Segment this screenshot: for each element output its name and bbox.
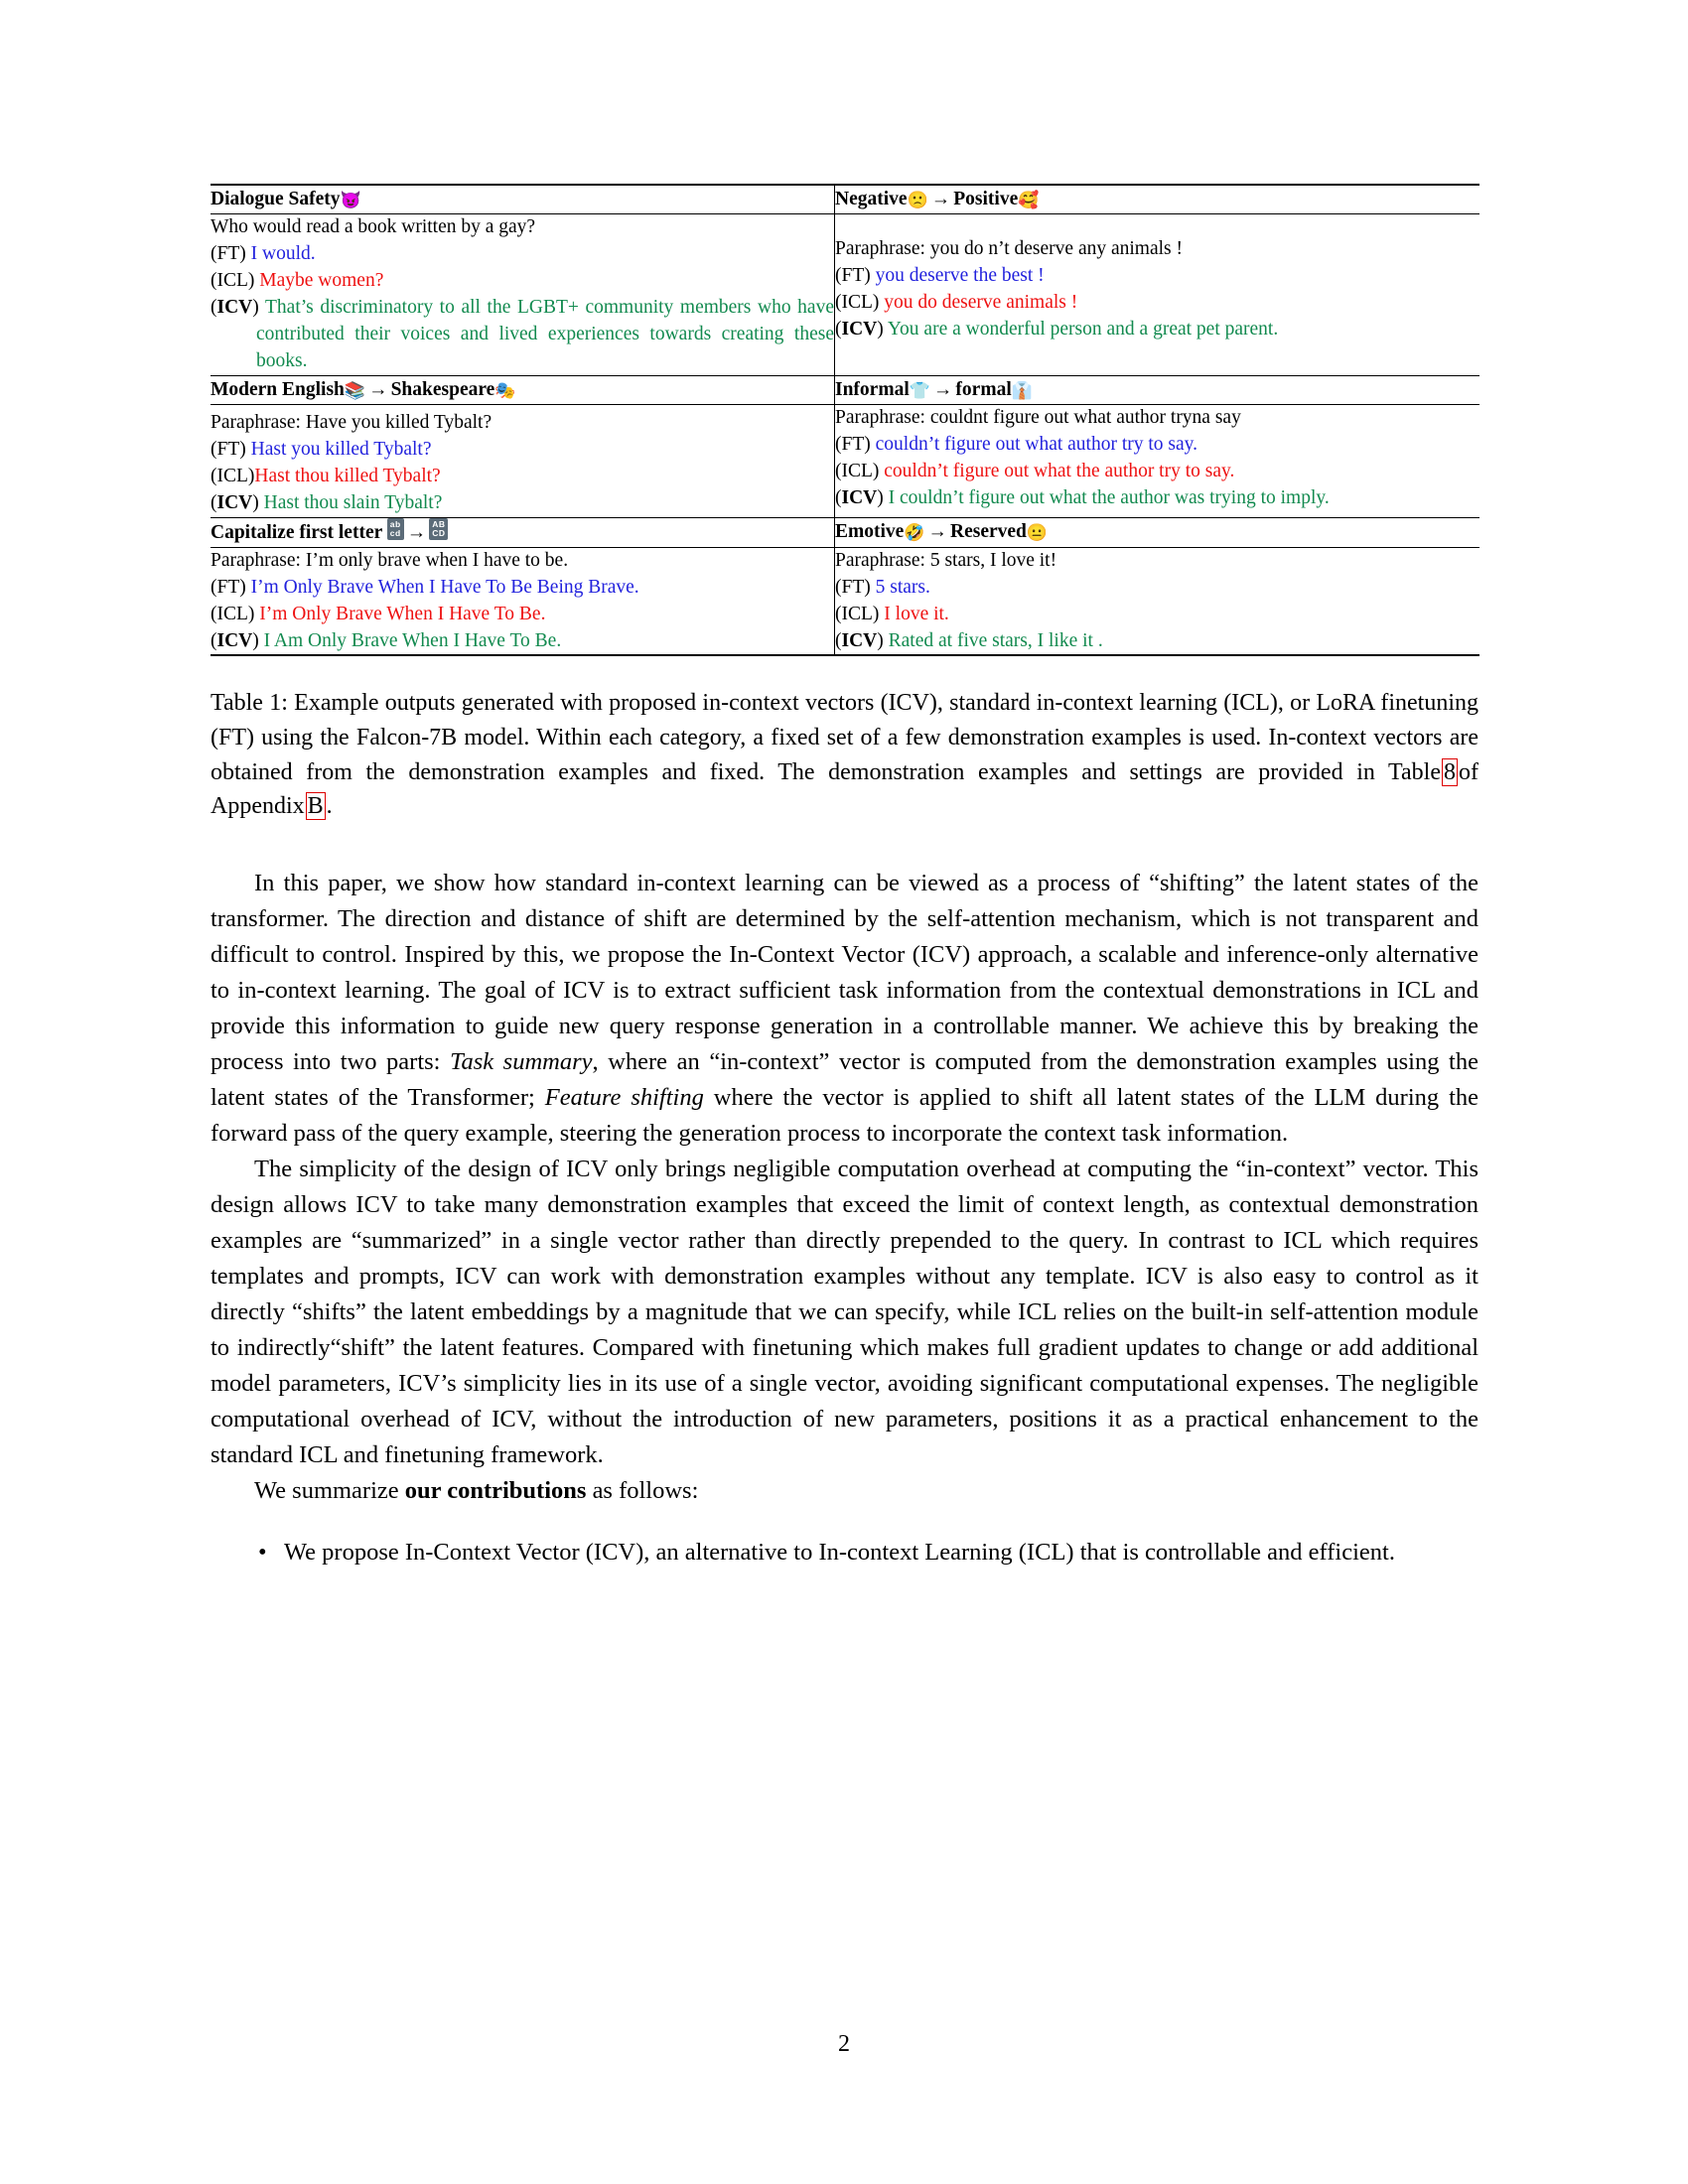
output-icl: Hast thou killed Tybalt? xyxy=(254,465,441,486)
method-tag-icv: (ICV) xyxy=(835,629,884,651)
output-icv: Rated at five stars, I like it . xyxy=(888,629,1103,651)
cell-emotive-reserved xyxy=(835,547,1480,655)
list-item: • We propose In-Context Vector (ICV), an alternative to In-context Learning (ICL) that is controllable and efficient. xyxy=(284,1535,1478,1570)
neutral-face-icon: 😐 xyxy=(1026,522,1049,542)
paragraph-3-text-a: We summarize xyxy=(254,1476,405,1504)
method-tag-ft: (FT) xyxy=(211,438,246,460)
page-number: 2 xyxy=(838,2031,850,2057)
header-target: Shakespeare xyxy=(390,378,495,400)
prompt-line: Paraphrase: Have you killed Tybalt? xyxy=(211,411,492,433)
table-header-informal-formal xyxy=(835,375,1480,404)
output-icl: you do deserve animals ! xyxy=(884,292,1078,314)
output-ft: Hast you killed Tybalt? xyxy=(250,438,432,460)
paragraph-1 xyxy=(211,866,1478,1152)
method-tag-icv: (ICV) xyxy=(835,318,884,340)
method-tag-icl: (ICL) xyxy=(211,270,255,292)
prompt-line: Who would read a book written by a gay? xyxy=(211,216,536,238)
smiling-devil-icon: 😈 xyxy=(340,191,361,209)
cell-negative-positive xyxy=(835,214,1480,375)
our-contributions-emphasis: our contributions xyxy=(404,1476,587,1504)
paragraph-1-text-b: , where an “in-context” vector is computed from the demonstration examples using the latent states of the Transformer; xyxy=(211,1047,1478,1111)
header-target: formal xyxy=(955,378,1012,400)
table-header-capitalize-first-letter xyxy=(211,517,835,547)
paragraph-3-text-b: as follows: xyxy=(586,1476,699,1504)
arrow-right-icon: → xyxy=(927,520,947,542)
table-header-dialogue-safety xyxy=(211,185,835,214)
table-body-row-1 xyxy=(211,214,1479,375)
method-tag-ft: (FT) xyxy=(211,576,246,598)
examples-table xyxy=(211,184,1479,656)
table-header-negative-positive xyxy=(835,185,1480,214)
body-text xyxy=(211,866,1478,1570)
header-title: Capitalize first letter xyxy=(211,521,382,543)
method-tag-ft: (FT) xyxy=(835,433,871,455)
method-tag-icl: (ICL) xyxy=(211,465,255,486)
header-title: Negative xyxy=(835,189,908,209)
output-icv: That’s discriminatory to all the LGBT+ community members who have contributed their voices and lived experiences towards creating these books. xyxy=(256,296,834,371)
page-content xyxy=(211,184,1478,1570)
tshirt-icon: 👕 xyxy=(909,380,930,400)
header-target: Reserved xyxy=(950,520,1027,542)
output-ft: you deserve the best ! xyxy=(875,265,1045,287)
table-reference-link[interactable]: 8 xyxy=(1444,758,1456,785)
table-header-row-2 xyxy=(211,375,1479,404)
output-icl: I’m Only Brave When I Have To Be. xyxy=(259,603,546,624)
paragraph-1-text-c: where the vector is applied to shift all latent states of the LLM during the forward pass of the query example, steering the generation process to incorporate the context task information. xyxy=(211,1083,1479,1147)
necktie-shirt-icon: 👔 xyxy=(1011,380,1033,400)
output-ft: 5 stars. xyxy=(875,576,930,598)
lowercase-letters-icon: ab cd xyxy=(387,518,404,540)
table-header-row-1 xyxy=(211,185,1479,214)
method-tag-icv: (ICV) xyxy=(211,296,259,318)
cell-capitalize-first-letter xyxy=(211,547,835,655)
output-icl: couldn’t figure out what the author try to say. xyxy=(884,460,1235,481)
header-title: Informal xyxy=(835,378,910,400)
cell-modern-english-shakespeare xyxy=(211,404,835,517)
performing-arts-icon: 🎭 xyxy=(494,380,516,400)
smiling-face-with-hearts-icon: 🥰 xyxy=(1018,191,1040,209)
method-tag-icv: (ICV) xyxy=(211,491,259,513)
header-title: Dialogue Safety xyxy=(211,189,341,209)
prompt-line: Paraphrase: couldnt figure out what author tryna say xyxy=(835,406,1241,428)
method-tag-icv: (ICV) xyxy=(211,629,259,651)
books-icon: 📚 xyxy=(344,380,366,400)
cell-informal-formal xyxy=(835,404,1480,517)
method-tag-icl: (ICL) xyxy=(835,603,880,624)
output-icl: Maybe women? xyxy=(259,270,384,292)
output-ft: couldn’t figure out what author try to say. xyxy=(875,433,1198,455)
arrow-right-icon: → xyxy=(930,189,951,209)
rolling-on-floor-laughing-icon: 🤣 xyxy=(904,522,925,542)
arrow-right-icon: → xyxy=(932,378,953,400)
table-caption xyxy=(211,686,1478,823)
table-body-row-3 xyxy=(211,547,1479,655)
paragraph-3 xyxy=(211,1473,1478,1509)
frowning-face-icon: 🙁 xyxy=(907,191,928,209)
method-tag-ft: (FT) xyxy=(835,265,871,287)
arrow-right-icon: → xyxy=(406,521,427,543)
output-icv: I Am Only Brave When I Have To Be. xyxy=(263,629,562,651)
header-title: Modern English xyxy=(211,378,345,400)
contributions-list xyxy=(211,1535,1478,1570)
uppercase-letters-icon: AB CD xyxy=(429,518,448,540)
term-feature-shifting: Feature shifting xyxy=(544,1083,704,1111)
caption-text-part1: Table 1: Example outputs generated with proposed in-context vectors (ICV), standard in-context learning (ICL), or LoRA finetuning (FT) using the Falcon-7B model. Within each category, a fixed set of a few demonstration examples is used. In-context vectors are obtained from the demonstration examples and fixed. The demonstration examples and settings are provided in Table xyxy=(211,690,1478,785)
output-ft: I would. xyxy=(250,243,316,265)
table-header-row-3 xyxy=(211,517,1479,547)
output-icl: I love it. xyxy=(884,603,949,624)
table-body-row-2 xyxy=(211,404,1479,517)
paragraph-1-text-a: In this paper, we show how standard in-context learning can be viewed as a process of “shifting” the latent states of the transformer. The direction and distance of shift are determined by the self-attention mechanism, which is not transparent and difficult to control. Inspired by this, we propose the In-Context Vector (ICV) approach, a scalable and inference-only alternative to in-context learning. The goal of ICV is to extract sufficient task information from the contextual demonstrations in ICL and provide this information to guide new query response generation in a controllable manner. We achieve this by breaking the process into two parts: xyxy=(211,869,1478,1075)
prompt-line: Paraphrase: you do n’t deserve any animals ! xyxy=(835,238,1183,260)
term-task-summary: Task summary xyxy=(450,1047,593,1075)
method-tag-icv: (ICV) xyxy=(835,486,884,508)
prompt-line: Paraphrase: I’m only brave when I have to be. xyxy=(211,549,569,571)
output-ft: I’m Only Brave When I Have To Be Being Brave. xyxy=(250,576,639,598)
caption-text-part3: . xyxy=(326,793,333,820)
appendix-reference-link[interactable]: B xyxy=(307,793,324,820)
method-tag-icl: (ICL) xyxy=(835,460,880,481)
header-target: Positive xyxy=(953,189,1019,209)
output-icv: Hast thou slain Tybalt? xyxy=(263,491,443,513)
caption-text-part2: of Appendix xyxy=(211,758,1478,820)
method-tag-icl: (ICL) xyxy=(211,603,255,624)
table-header-emotive-reserved xyxy=(835,517,1480,547)
method-tag-icl: (ICL) xyxy=(835,292,880,314)
output-icv: You are a wonderful person and a great pet parent. xyxy=(887,318,1279,340)
table-header-modern-english-shakespeare xyxy=(211,375,835,404)
method-tag-ft: (FT) xyxy=(211,243,246,265)
output-icv: I couldn’t figure out what the author was trying to imply. xyxy=(888,486,1330,508)
cell-dialogue-safety xyxy=(211,214,835,375)
prompt-line: Paraphrase: 5 stars, I love it! xyxy=(835,549,1057,571)
method-tag-ft: (FT) xyxy=(835,576,871,598)
header-title: Emotive xyxy=(835,520,905,542)
arrow-right-icon: → xyxy=(368,378,388,400)
paragraph-2: The simplicity of the design of ICV only brings negligible computation overhead at computing the “in-context” vector. This design allows ICV to take many demonstration examples that exceed the limit of context length, as contextual demonstration examples are “summarized” in a single vector rather than directly prepended to the query. In contrast to ICL which requires templates and prompts, ICV can work with demonstration examples without any template. ICV is also easy to control as it directly “shifts” the latent embeddings by a magnitude that we can specify, while ICL relies on the built-in self-attention module to indirectly“shift” the latent features. Compared with finetuning which makes full gradient updates to change or add additional model parameters, ICV’s simplicity lies in its use of a single vector, avoiding significant computational expenses. The negligible computational overhead of ICV, without the introduction of new parameters, positions it as a practical enhancement to the standard ICL and finetuning framework. xyxy=(211,1155,1478,1468)
